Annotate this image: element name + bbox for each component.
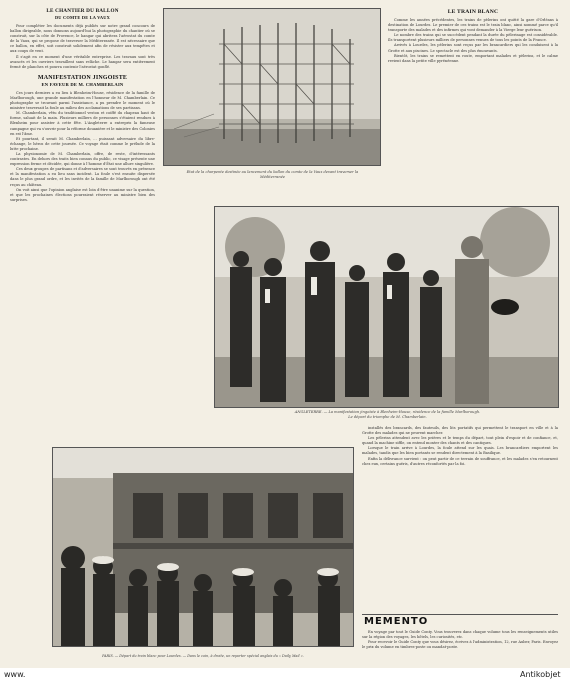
bottom-right-column [362, 426, 558, 611]
paragraph: Pour compléter les documents déjà publiés sur notre grand concours de ballon dirigeable, nous donnons aujourd'hui la photographie du chantier où se construit, sur la côte de Provence, le hangar qui abritera l'aérostat du comte de la Vaux, qui se propose de traverser la Méditerranée. Il est nécessaire que ce ballon, en effet, soit construit solidement afin de résister aux tempêtes et aux coups de vent. [10, 24, 155, 54]
scaffolding-caption: État de la charpente destinée au lancement du ballon du comte de la Vaux devant traverser la Méditerranée [186, 170, 359, 179]
paragraph: Lorsque le train arrive à Lourdes, la foule attend sur les quais. Les brancardiers emportent les malades, tandis que les bien portants se rendent directement à la Basilique. [362, 446, 558, 456]
footer-bar [0, 668, 570, 680]
chantier-heading: LE CHANTIER DU BALLON [46, 8, 119, 14]
scaffolding-photo [163, 8, 381, 166]
paragraph: Bientôt, les trains se remettent en route, emportant malades et pèlerins, et le calme revient dans la petite ville pyrénéenne. [388, 53, 558, 63]
jingoiste-heading: MANIFESTATION JINGOISTE [37, 74, 128, 81]
right-column [388, 8, 558, 201]
chamberlain-caption-lead: ANGLETERRE. — La manifestation jingoïste à Blenheim-House, résidence de la famille Marlborough. [294, 410, 481, 414]
paragraph: M. Chamberlain, vêtu du traditionnel veston et coiffé du chapeau haut de forme, saluait de la main. Plusieurs milliers de personnes s'étaient rendues à Blenheim pour assister à cette fête. L'Angleterre a entrepris la fameuse campagne qui va s'ouvrir pour la réforme douanière et le ministre des Colonies en est l'âme. [10, 111, 155, 136]
paragraph: Il s'agit en ce moment d'une véritable entreprise. Les travaux sont très avancés et les ouvriers travaillent sans relâche. Le hangar sera entièrement fermé de planches et pourra contenir l'aérostat gonflé. [10, 54, 155, 69]
train-image [53, 448, 354, 647]
train-photo [52, 447, 354, 647]
paragraph: installés des brancards, des fauteuils, des lits portatifs qui permettent le transport en ville et à la Grotte des malades qui ne peuvent marcher. [362, 426, 558, 436]
paragraph: En voyage par tout le Guide Conty. Vous trouverez dans chaque volume tous les renseignements utiles sur la région des voyages, les hôtels, les curiosités, etc. [362, 630, 558, 640]
paragraph: La physionomie de M. Chamberlain, offre, de reste, d'intéressants contrastes. En dehors des traits bien connus du public, ce visage présente une expression ferme et décidée, qui donne à l'homme d'État une allure singulière. [10, 151, 155, 167]
watermark-right: Antikobjet [520, 670, 561, 679]
memento-column [362, 630, 558, 666]
chamberlain-photo [214, 206, 559, 408]
paragraph: Et pourtant, il serait M. Chamberlain, ... puissant adversaire du libre-échange, le héros de cette journée. Ce voyage était comme le prélude de la lutte prochaine. [10, 136, 155, 151]
chantier-subheading: DU COMTE DE LA VAUX [54, 15, 111, 20]
scaffolding-image [164, 9, 381, 166]
watermark-left: www. [4, 670, 26, 679]
paragraph: Pour recevoir le Guide Conty que vous désirez, écrivez à l'administration, 12, rue Auber, Paris. Envoyez le prix du volume en timbres-poste ou mandat-poste. [362, 640, 558, 650]
paragraph: On voit ainsi que l'opinion anglaise est loin d'être unanime sur la question, et que les prochaines élections pourraient réserver au ministre bien des surprises. [10, 187, 155, 202]
chamberlain-caption-sub: Le départ du triomphe de M. Chamberlain. [348, 415, 427, 419]
paragraph: Enfin la délivrance survient : on peut partir de ce terrain de souffrance, et les malades s'en retournent chez eux, certains guéris, d'autres réconfortés par la foi. [362, 456, 558, 466]
chamberlain-caption [230, 410, 545, 422]
paragraph: Comme les années précédentes, les trains de pèlerins ont quitté la gare d'Orléans à destination de Lourdes. Le premier de ces trains est le train blanc, ainsi nommé parce qu'il transporte des malades et des infirmes qui vont demander à la Vierge leur guérison. [388, 18, 558, 33]
memento-rule [362, 614, 558, 615]
paragraph: Les pèlerins attendent avec les prières et le temps du départ, tout plein d'espoir et de confiance, et, quand la machine siffle, on entend monter des chants et des cantiques. [362, 436, 558, 446]
paragraph: Arrivés à Lourdes, les pèlerins sont reçus par les brancardiers qui les conduisent à la Grotte et aux piscines. Le spectacle est des plus émouvants. [388, 43, 558, 53]
paragraph: Le nombre des trains qui se succèdent pendant la durée du pèlerinage est considérable. Ils transportent plusieurs milliers de personnes venues de tous les points de la France. [388, 33, 558, 43]
train-blanc-heading: LE TRAIN BLANC [447, 9, 499, 15]
jingoiste-subheading: EN FAVEUR DE M. CHAMBERLAIN [41, 81, 124, 87]
paragraph: Ces deux groupes de partisans et d'adversaires se sont trouvés en présence et la manifestation a eu lieu sans incident. La foule s'est ensuite dispersée dans le plus grand ordre, et les invités de la famille de Marlborough ont été reçus au château. [10, 167, 155, 187]
memento-title: MEMENTO [364, 616, 429, 627]
train-caption: PARIS. — Départ du train blanc pour Lourdes. — Dans le coin, à droite, un reporter spécial anglais du « Daily Mail ». [102, 654, 304, 658]
paragraph: Ces jours derniers a eu lieu à Blenheim-House, résidence de la famille de Marlborough, une grande manifestation en l'honneur de M. Chamberlain. Ce photographe se trouvant parmi l'assistance, a pu prendre le moment où le ministre traversait la foule au milieu des acclamations de ses partisans. [10, 90, 155, 111]
chamberlain-image [215, 207, 559, 408]
